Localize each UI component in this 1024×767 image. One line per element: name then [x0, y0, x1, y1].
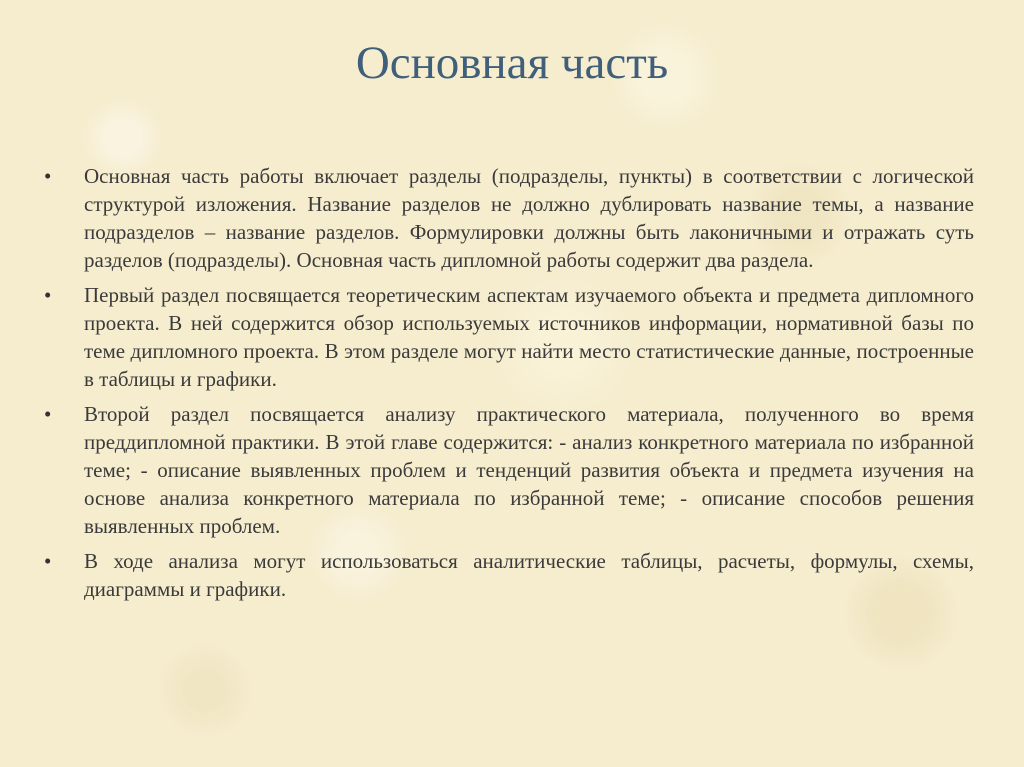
- list-item-text: В ходе анализа могут использоваться аналитические таблицы, расчеты, формулы, схемы, диаграммы и графики.: [84, 549, 974, 601]
- list-item-text: Второй раздел посвящается анализу практического материала, полученного во время преддипломной практики. В этой главе содержится: - анализ конкретного материала по избранной теме; - описание выявленных проблем и тенденций развития объекта и предмета изучения на основе анализа конкретного материала по избранной теме; - описание способов решения выявленных проблем.: [84, 402, 974, 538]
- list-item: [44, 400, 974, 540]
- bullet-icon: •: [44, 164, 52, 188]
- bullet-icon: •: [44, 402, 52, 426]
- list-item: [44, 281, 974, 393]
- list-item: [44, 162, 974, 274]
- bullet-icon: •: [44, 549, 52, 573]
- list-item-text: Основная часть работы включает разделы (подразделы, пункты) в соответствии с логической структурой изложения. Название разделов не должно дублировать название темы, а название подразделов – название разделов. Формулировки должны быть лаконичными и отражать суть разделов (подразделы). Основная часть дипломной работы содержит два раздела.: [84, 164, 974, 272]
- list-item: [44, 547, 974, 603]
- slide-title: Основная часть: [355, 37, 669, 89]
- bullet-icon: •: [44, 283, 52, 307]
- bullet-list: [44, 162, 974, 610]
- list-item-text: Первый раздел посвящается теоретическим аспектам изучаемого объекта и предмета дипломного проекта. В ней содержится обзор используемых источников информации, нормативной базы по теме дипломного проекта. В этом разделе могут найти место статистические данные, построенные в таблицы и графики.: [84, 283, 974, 391]
